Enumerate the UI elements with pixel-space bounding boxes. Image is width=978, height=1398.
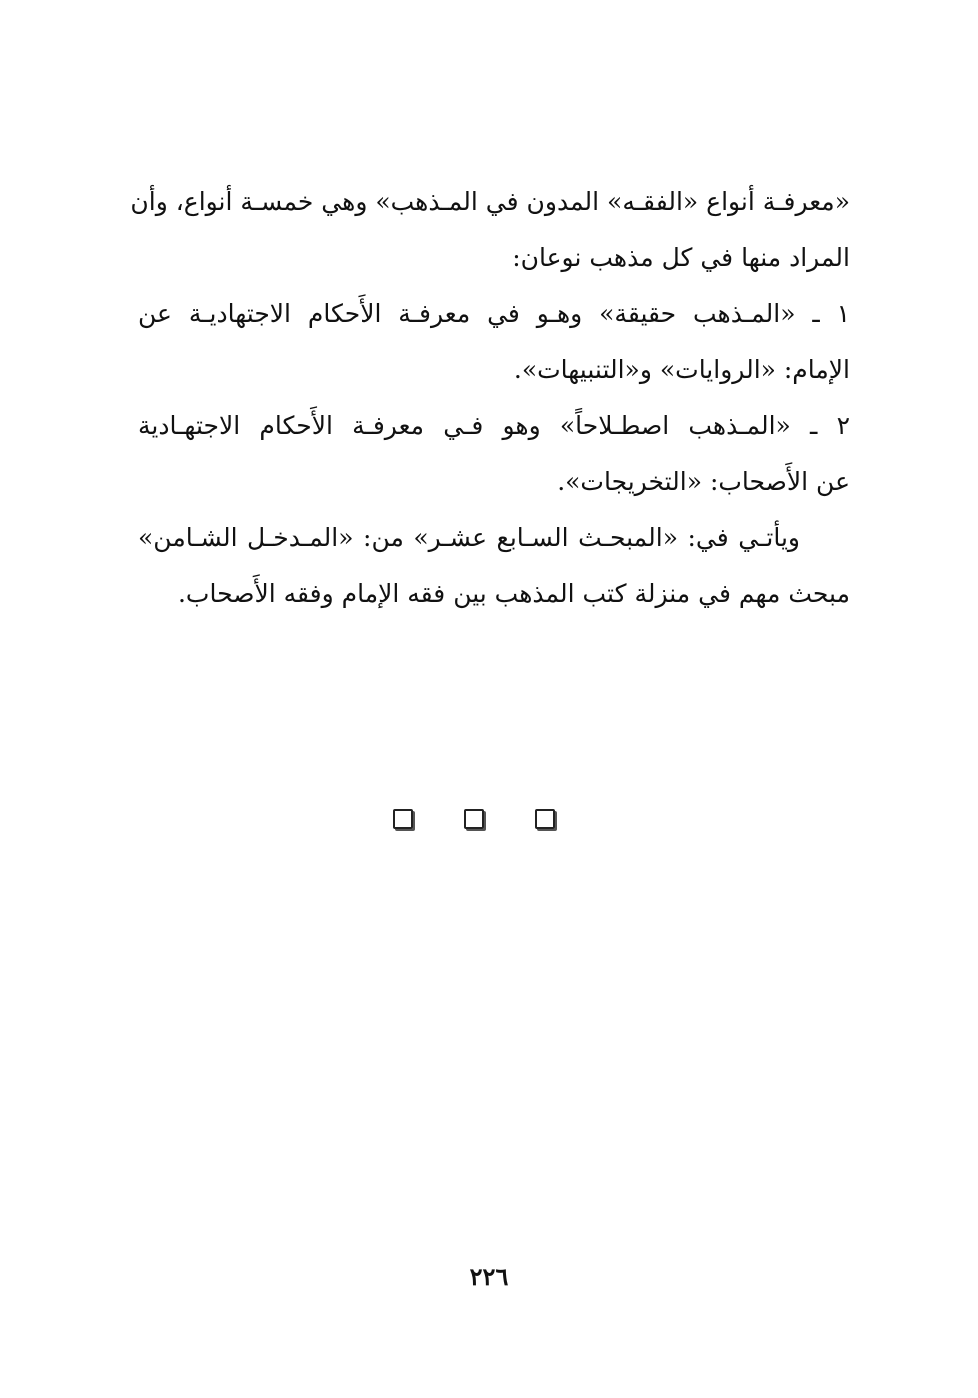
text-line-1: «معرفـة أنواع «الفقـه» المدون في المـذهب» وهي خمسـة أنواع، وأن [130, 187, 850, 216]
numbered-item-2-line-2: عن الأَصحاب: «التخريجات». [557, 467, 850, 496]
page-number: ٢٢٦ [469, 1262, 509, 1291]
hollow-square-icon [393, 809, 413, 829]
numbered-item-1-line-2: الإمام: «الروايات» و«التنبيهات». [513, 355, 850, 384]
numbered-item-1-line-1: ١ ـ «المـذهب حقيقة» وهـو في معرفـة الأَحكام الاجتهاديـة عن [138, 299, 850, 328]
section-separator [393, 809, 555, 833]
hollow-square-icon [535, 809, 555, 829]
reference-paragraph-line-2: مبحث مهم في منزلة كتب المذهب بين فقه الإمام وفقه الأَصحاب. [177, 579, 850, 608]
body-text [130, 174, 850, 622]
text-line-2: المراد منها في كل مذهب نوعان: [512, 243, 850, 272]
numbered-item-2-line-1: ٢ ـ «المـذهب اصطـلاحاً» وهو فـي معرفـة الأَحكام الاجتهـادية [138, 411, 850, 440]
hollow-square-icon [464, 809, 484, 829]
reference-paragraph-line-1: ويأتـي في: «المبحـث السـابع عشـر» من: «المـدخـل الشـامن» [138, 523, 800, 552]
